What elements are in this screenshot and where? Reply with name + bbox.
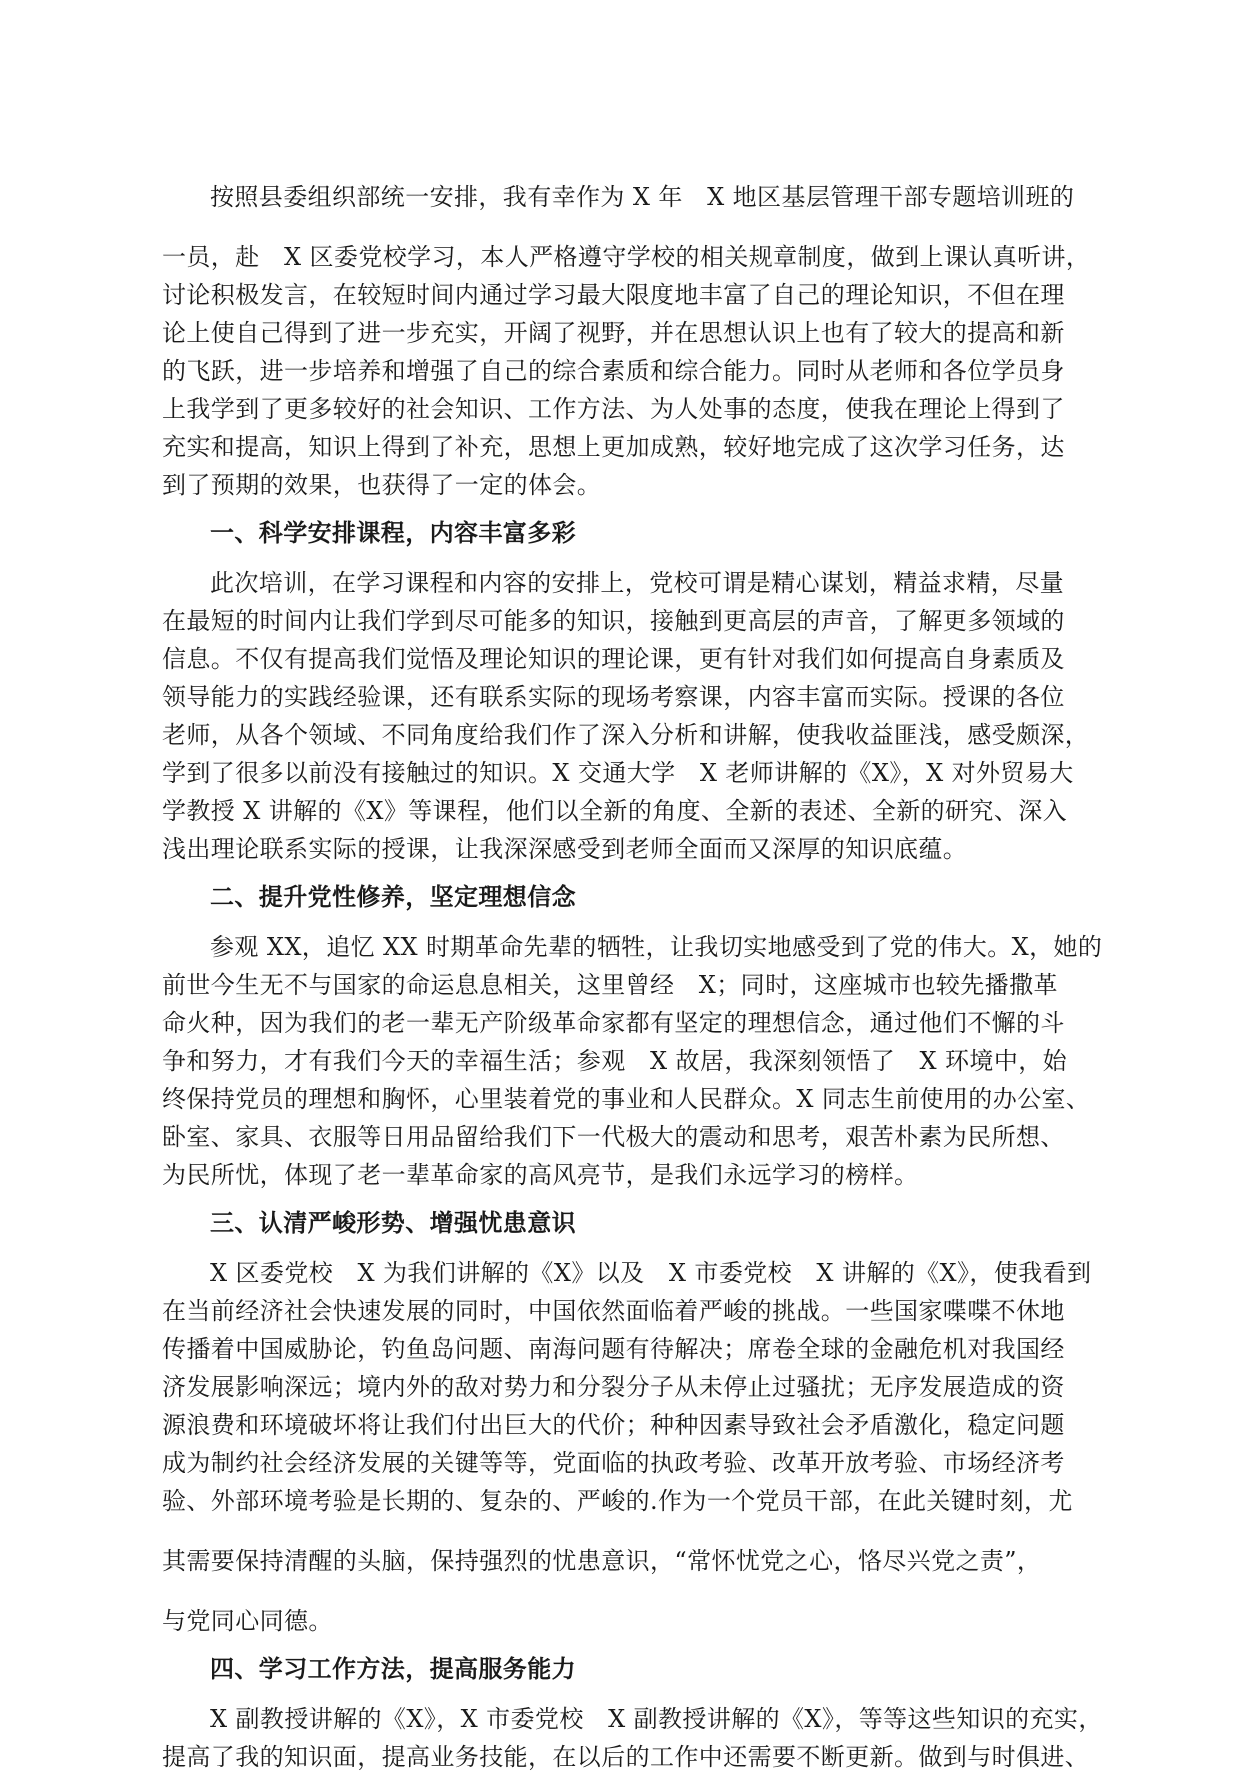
paragraph-line: 验、外部环境考验是长期的、复杂的、严峻的.作为一个党员干部，在此关键时刻，尤	[162, 1487, 1073, 1515]
paragraph-line: 按照县委组织部统一安排，我有幸作为 X 年 X 地区基层管理干部专题培训班的	[210, 183, 1075, 211]
paragraph-line: X 区委党校 X 为我们讲解的《X》以及 X 市委党校 X 讲解的《X》，使我看到	[210, 1259, 1092, 1287]
paragraph-line: 提高了我的知识面，提高业务技能，在以后的工作中还需要不断更新。做到与时俱进、	[162, 1743, 1090, 1771]
paragraph-line: 济发展影响深远；境内外的敌对势力和分裂分子从未停止过骚扰；无序发展造成的资	[162, 1373, 1065, 1401]
paragraph-line: 为民所忧，体现了老一辈革命家的高风亮节，是我们永远学习的榜样。	[162, 1161, 919, 1189]
paragraph-line: 一员，赴 X 区委党校学习，本人严格遵守学校的相关规章制度，做到上课认真听讲，	[162, 243, 1091, 271]
paragraph-line: 终保持党员的理想和胸怀，心里装着党的事业和人民群众。X 同志生前使用的办公室、	[162, 1085, 1091, 1113]
section-1	[162, 514, 1090, 868]
paragraph-line: 其需要保持清醒的头脑，保持强烈的忧患意识，“常怀忧党之心，恪尽兴党之责”，	[162, 1547, 1042, 1575]
paragraph-line: 与党同心同德。	[162, 1607, 333, 1635]
paragraph-line: 的飞跃，进一步培养和增强了自己的综合素质和综合能力。同时从老师和各位学员身	[162, 357, 1065, 385]
paragraph-line: 充实和提高，知识上得到了补充，思想上更加成熟，较好地完成了这次学习任务，达	[162, 433, 1065, 461]
paragraph-line: 上我学到了更多较好的社会知识、工作方法、为人处事的态度，使我在理论上得到了	[162, 395, 1065, 423]
paragraph-line: 学教授 X 讲解的《X》等课程，他们以全新的角度、全新的表述、全新的研究、深入	[162, 797, 1068, 825]
paragraph-line: 论上使自己得到了进一步充实，开阔了视野，并在思想认识上也有了较大的提高和新	[162, 319, 1065, 347]
section-heading: 三、认清严峻形势、增强忧患意识	[210, 1208, 576, 1237]
paragraph-line: X 副教授讲解的《X》，X 市委党校 X 副教授讲解的《X》，等等这些知识的充实，	[210, 1705, 1103, 1733]
paragraph-line: 传播着中国威胁论，钓鱼岛问题、南海问题有待解决；席卷全球的金融危机对我国经	[162, 1335, 1065, 1363]
section-3	[162, 1204, 1090, 1640]
paragraph-line: 老师，从各个领域、不同角度给我们作了深入分析和讲解，使我收益匪浅，感受颇深，	[162, 721, 1090, 749]
paragraph-line: 在最短的时间内让我们学到尽可能多的知识，接触到更高层的声音，了解更多领域的	[162, 607, 1065, 635]
section-2	[162, 878, 1103, 1194]
paragraph-line: 浅出理论联系实际的授课，让我深深感受到老师全面而又深厚的知识底蕴。	[162, 835, 968, 863]
paragraph-line: 到了预期的效果，也获得了一定的体会。	[162, 471, 602, 499]
paragraph-line: 讨论积极发言，在较短时间内通过学习最大限度地丰富了自己的理论知识，不但在理	[162, 281, 1065, 309]
paragraph-line: 参观 XX，追忆 XX 时期革命先辈的牺牲，让我切实地感受到了党的伟大。X，她的	[210, 933, 1103, 961]
paragraph-line: 前世今生无不与国家的命运息息相关，这里曾经 X；同时，这座城市也较先播撒革	[162, 971, 1058, 999]
section-heading: 一、科学安排课程，内容丰富多彩	[210, 518, 576, 547]
paragraph-line: 卧室、家具、衣服等日用品留给我们下一代极大的震动和思考，艰苦朴素为民所想、	[162, 1123, 1065, 1151]
paragraph-line: 争和努力，才有我们今天的幸福生活；参观 X 故居，我深刻领悟了 X 环境中，始	[162, 1047, 1068, 1075]
paragraph-line: 领导能力的实践经验课，还有联系实际的现场考察课，内容丰富而实际。授课的各位	[162, 683, 1065, 711]
paragraph-line: 源浪费和环境破坏将让我们付出巨大的代价；种种因素导致社会矛盾激化，稳定问题	[162, 1411, 1065, 1439]
paragraph-line: 信息。不仅有提高我们觉悟及理论知识的理论课，更有针对我们如何提高自身素质及	[162, 645, 1065, 673]
intro-paragraph	[162, 178, 1090, 504]
section-4	[162, 1650, 1103, 1776]
document-page	[162, 178, 1103, 1776]
paragraph-line: 此次培训，在学习课程和内容的安排上，党校可谓是精心谋划，精益求精，尽量	[210, 569, 1064, 597]
section-heading: 二、提升党性修养，坚定理想信念	[210, 882, 576, 911]
section-heading: 四、学习工作方法，提高服务能力	[210, 1654, 576, 1683]
paragraph-line: 学到了很多以前没有接触过的知识。X 交通大学 X 老师讲解的《X》，X 对外贸易大	[162, 759, 1074, 787]
paragraph-line: 成为制约社会经济发展的关键等等，党面临的执政考验、改革开放考验、市场经济考	[162, 1449, 1065, 1477]
paragraph-line: 命火种，因为我们的老一辈无产阶级革命家都有坚定的理想信念，通过他们不懈的斗	[162, 1009, 1065, 1037]
paragraph-line: 在当前经济社会快速发展的同时，中国依然面临着严峻的挑战。一些国家喋喋不休地	[162, 1297, 1065, 1325]
